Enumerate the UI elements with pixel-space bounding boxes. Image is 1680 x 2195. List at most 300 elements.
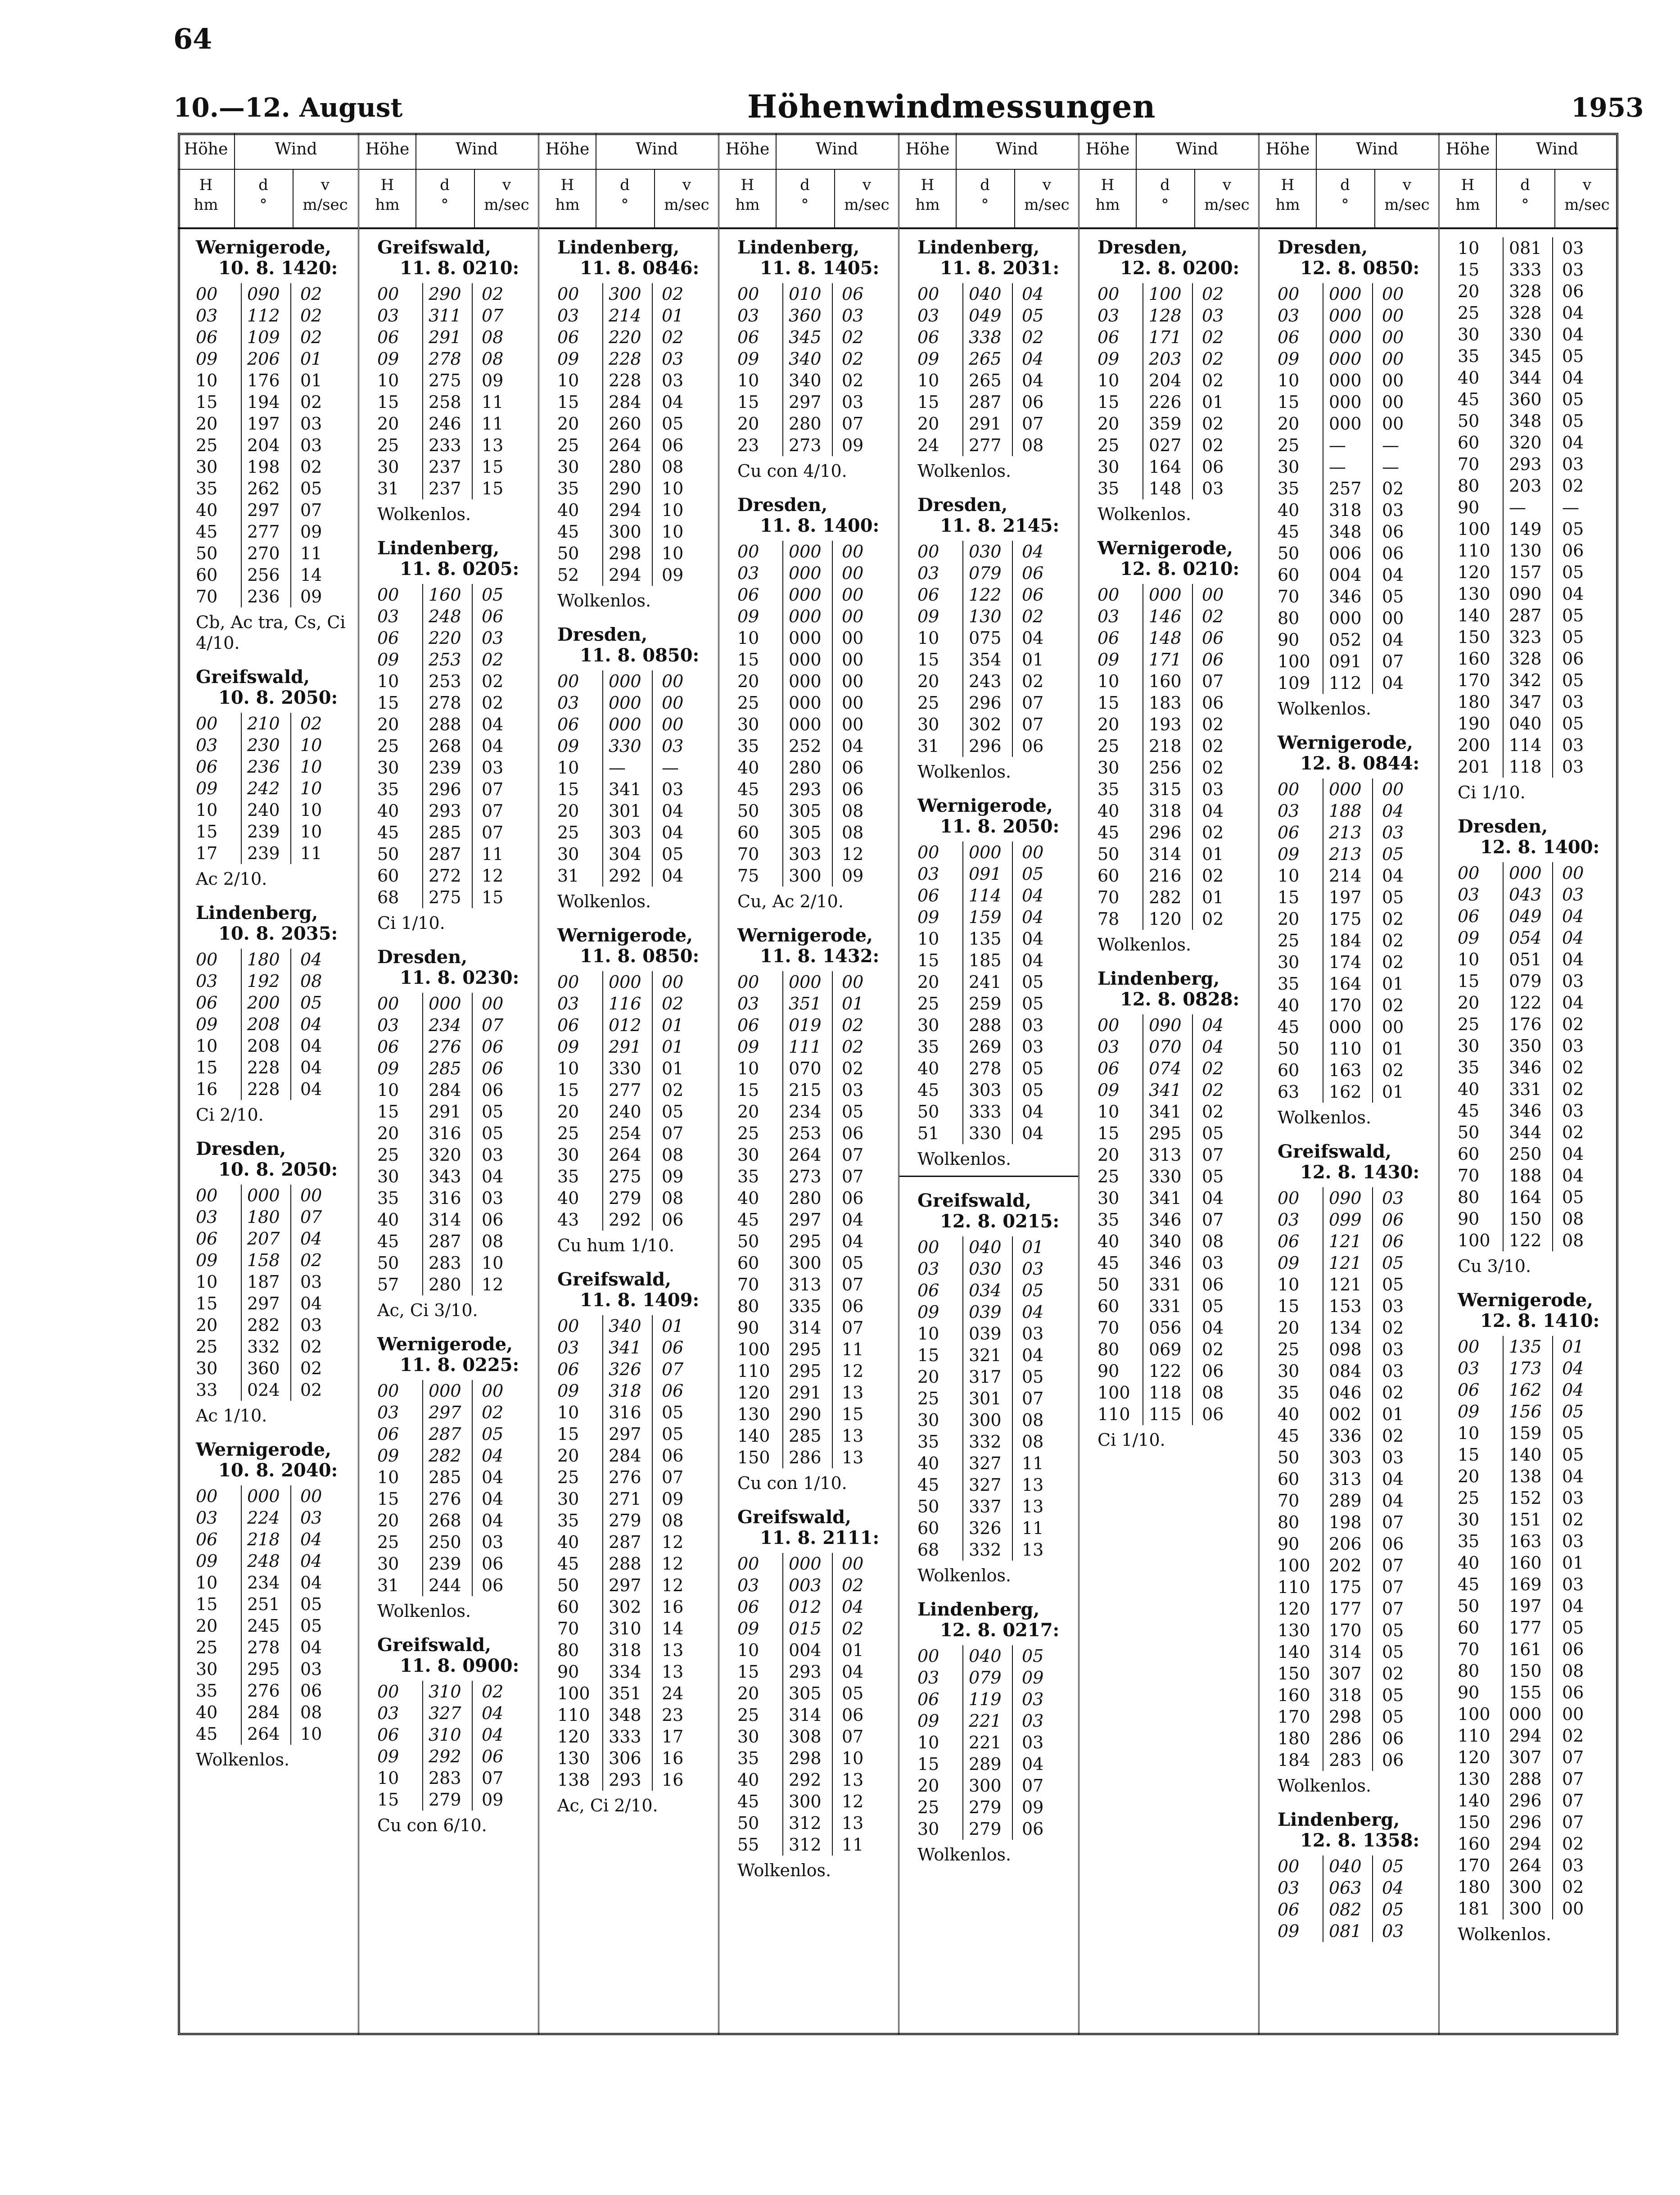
sounding-time: 12. 8. 0215: (940, 1211, 1060, 1232)
direction-value: 006 (1323, 543, 1372, 564)
speed-value: 04 (472, 1702, 517, 1724)
header-divider (834, 169, 835, 227)
sounding-section (359, 1334, 538, 1621)
data-row (539, 1726, 718, 1747)
direction-value: 150 (1503, 1208, 1552, 1230)
speed-value: 04 (832, 1596, 877, 1618)
cloud-note: Wolkenlos. (557, 591, 651, 611)
data-row (539, 1402, 718, 1423)
direction-value: 290 (782, 1403, 832, 1425)
data-row (539, 1553, 718, 1575)
data-row (539, 1575, 718, 1596)
direction-value: 270 (241, 543, 290, 564)
speed-value: 05 (1372, 1684, 1417, 1706)
speed-value: 04 (1012, 1101, 1057, 1122)
direction-value: 046 (1323, 1382, 1372, 1403)
height-value: 00 (737, 284, 759, 304)
direction-value: 346 (1503, 1057, 1552, 1078)
speed-value: 00 (1372, 778, 1417, 800)
hm-label: hm (1455, 196, 1480, 214)
height-value: 45 (377, 1231, 399, 1251)
direction-value: 000 (782, 714, 832, 735)
direction-value: 122 (1503, 1230, 1552, 1251)
height-value: 06 (377, 1037, 399, 1057)
speed-value: 04 (1552, 324, 1597, 345)
data-row (1260, 1425, 1438, 1447)
table-column-2 (358, 133, 538, 2035)
speed-value: 02 (1552, 1078, 1597, 1100)
data-row (1260, 1899, 1438, 1920)
height-value: 25 (196, 435, 218, 455)
direction-value: 303 (962, 1079, 1012, 1101)
height-value: 45 (1458, 1101, 1480, 1121)
cloud-note: Wolkenlos. (377, 504, 471, 524)
speed-value: 06 (1372, 521, 1417, 543)
height-value: 60 (1458, 433, 1480, 453)
direction-value: 159 (962, 906, 1012, 928)
speed-value: 02 (1192, 606, 1237, 627)
speed-value: 05 (290, 1593, 335, 1615)
direction-value: 343 (422, 1166, 472, 1187)
speed-value: 07 (290, 499, 335, 521)
direction-value: 000 (241, 1185, 290, 1206)
sounding-time: 12. 8. 1358: (1300, 1830, 1420, 1851)
data-row (899, 370, 1078, 391)
h-label: H (1461, 176, 1475, 194)
direction-value: 109 (241, 326, 290, 348)
data-row (178, 543, 358, 564)
data-row (178, 1228, 358, 1249)
sounding-time: 11. 8. 0850: (580, 645, 700, 666)
direction-value: 360 (782, 305, 832, 326)
degree-label: ° (1521, 196, 1529, 214)
height-value: 00 (1278, 779, 1300, 799)
height-value: 100 (1458, 1231, 1490, 1250)
cloud-note: Wolkenlos. (917, 762, 1012, 782)
speed-value: 07 (1372, 1512, 1417, 1533)
height-value: 06 (1278, 327, 1300, 347)
direction-value: 228 (241, 1078, 290, 1100)
height-value: 45 (557, 522, 579, 542)
speed-value: 07 (1372, 1555, 1417, 1576)
data-row (1440, 497, 1618, 518)
direction-value: 292 (602, 1209, 652, 1231)
direction-value: 162 (1323, 1081, 1372, 1103)
speed-value: 07 (472, 305, 517, 326)
data-row (539, 564, 718, 586)
data-row (1440, 1898, 1618, 1919)
data-row (539, 1531, 718, 1553)
height-value: 09 (557, 1037, 579, 1057)
height-value: 20 (1278, 909, 1300, 929)
height-value: 15 (377, 1102, 399, 1122)
height-value: 30 (557, 844, 579, 864)
data-row (1260, 1339, 1438, 1360)
direction-unit-label (1496, 175, 1554, 215)
column-header (1079, 133, 1258, 229)
speed-value: 05 (1552, 626, 1597, 648)
speed-value: 00 (1372, 370, 1417, 391)
height-value: 03 (377, 1403, 399, 1422)
h-label: H (1281, 176, 1295, 194)
speed-value: 07 (290, 1206, 335, 1228)
speed-value: 06 (1192, 692, 1237, 714)
data-row (178, 1615, 358, 1637)
speed-value: 05 (472, 1101, 517, 1122)
direction-value: 295 (782, 1231, 832, 1252)
direction-value: 360 (241, 1358, 290, 1379)
data-row (899, 1753, 1078, 1775)
speed-value: 03 (1552, 1035, 1597, 1057)
speed-value: 00 (1552, 862, 1597, 884)
data-row (1260, 1512, 1438, 1533)
height-value: 17 (196, 843, 218, 863)
height-value: 120 (1458, 562, 1490, 582)
height-value: 70 (737, 1275, 759, 1294)
height-value: 15 (196, 392, 218, 412)
speed-value: 00 (1372, 413, 1417, 434)
speed-value: 11 (472, 413, 517, 434)
direction-value: 292 (422, 1746, 472, 1767)
data-row (1079, 887, 1258, 908)
direction-unit-label (1136, 175, 1194, 215)
height-value: 50 (1278, 1448, 1300, 1467)
height-value: 10 (377, 671, 399, 691)
column-header-row (1079, 133, 1258, 170)
direction-value: — (1323, 434, 1372, 456)
direction-value: 291 (962, 413, 1012, 434)
direction-value: 202 (1323, 1555, 1372, 1576)
data-row (1440, 1422, 1618, 1444)
h-label: H (380, 176, 394, 194)
speed-value: 05 (1372, 843, 1417, 865)
speed-value: 10 (652, 521, 697, 543)
direction-value: 000 (422, 993, 472, 1014)
data-row (719, 584, 898, 606)
sounding-section (719, 1507, 898, 1881)
direction-value: 264 (602, 434, 652, 456)
speed-value: 07 (472, 778, 517, 800)
sounding-section (719, 495, 898, 912)
speed-value: 06 (1192, 1403, 1237, 1425)
v-label: v (1042, 176, 1052, 194)
direction-value: 360 (1503, 389, 1552, 410)
data-row (539, 413, 718, 434)
height-value: 15 (1097, 1123, 1120, 1143)
height-value: 45 (557, 1554, 579, 1574)
direction-value: 300 (602, 521, 652, 543)
height-value: 03 (196, 1508, 218, 1528)
speed-value: 15 (832, 1403, 877, 1425)
sounding-time: 11. 8. 1432: (760, 946, 880, 967)
column-body (539, 229, 718, 2035)
speed-value: 04 (1192, 1036, 1237, 1058)
data-row (178, 499, 358, 521)
speed-value: 00 (832, 692, 877, 714)
height-value: 03 (917, 563, 939, 583)
data-row (1079, 1079, 1258, 1101)
height-value: 30 (917, 1819, 939, 1839)
speed-value: 00 (1372, 305, 1417, 326)
speed-value: 06 (1192, 649, 1237, 670)
direction-value: 342 (1503, 670, 1552, 691)
height-value: 09 (377, 1059, 399, 1078)
speed-value: 15 (472, 478, 517, 499)
data-row (539, 670, 718, 692)
speed-unit-label (1014, 175, 1079, 215)
data-row (719, 735, 898, 757)
direction-value: 276 (602, 1466, 652, 1488)
height-value: 180 (1278, 1729, 1310, 1748)
direction-value: 327 (962, 1453, 1012, 1474)
speed-value: 05 (652, 1402, 697, 1423)
speed-value: 03 (1552, 756, 1597, 778)
data-row (719, 1683, 898, 1704)
data-row (359, 1166, 538, 1187)
page-title: Höhenwindmessungen (747, 88, 1156, 125)
height-value: 15 (1458, 971, 1480, 991)
height-value: 10 (737, 371, 759, 390)
direction-value: 283 (422, 1252, 472, 1274)
height-value: 00 (557, 671, 579, 691)
speed-value: 02 (1012, 326, 1057, 348)
data-row (719, 1295, 898, 1317)
direction-value: 293 (422, 800, 472, 822)
wind-label: Wind (815, 140, 858, 158)
direction-value: 293 (1503, 453, 1552, 475)
cloud-note: Cu hum 1/10. (557, 1236, 675, 1255)
height-value: 100 (1278, 652, 1310, 671)
speed-value: 06 (652, 1209, 697, 1231)
height-value: 10 (1458, 238, 1480, 258)
direction-value: 239 (241, 842, 290, 864)
data-row (359, 843, 538, 865)
speed-value: 13 (832, 1812, 877, 1834)
speed-value: 02 (1372, 1663, 1417, 1684)
speed-value: 04 (1372, 1490, 1417, 1512)
height-value: 68 (917, 1540, 939, 1560)
direction-value: 305 (782, 800, 832, 822)
data-row (359, 1014, 538, 1036)
height-value: 09 (557, 1381, 579, 1401)
data-row (178, 413, 358, 434)
speed-value: 09 (1012, 1667, 1057, 1688)
data-row (1260, 1490, 1438, 1512)
height-value: 35 (1278, 1383, 1300, 1403)
cloud-note: Ac 2/10. (196, 869, 267, 889)
speed-value: 00 (1372, 607, 1417, 629)
d-label: d (1340, 176, 1350, 194)
direction-value: 135 (962, 928, 1012, 950)
data-row (1079, 778, 1258, 800)
direction-value: 163 (1323, 1059, 1372, 1081)
data-row (178, 348, 358, 370)
height-value: 09 (557, 736, 579, 756)
direction-value: 262 (241, 478, 290, 499)
height-value: 35 (917, 1432, 939, 1452)
speed-value: 04 (1552, 992, 1597, 1014)
speed-value: 06 (652, 1380, 697, 1402)
direction-value: 175 (1323, 908, 1372, 930)
speed-value: 00 (290, 1185, 335, 1206)
data-row (1440, 367, 1618, 389)
speed-value: 04 (472, 1510, 517, 1531)
speed-value: 06 (1552, 648, 1597, 670)
height-value: 15 (1097, 693, 1120, 713)
data-row (719, 283, 898, 305)
speed-value: 10 (472, 1252, 517, 1274)
direction-value: 300 (962, 1775, 1012, 1797)
height-value: 15 (917, 1754, 939, 1774)
height-value: 50 (1458, 411, 1480, 431)
data-row (719, 1187, 898, 1209)
speed-value: 06 (1372, 1231, 1417, 1252)
height-value: 15 (557, 1424, 579, 1444)
direction-value: 130 (1503, 540, 1552, 561)
speed-value: 05 (1552, 1186, 1597, 1208)
direction-value: 312 (782, 1834, 832, 1856)
speed-value: 03 (472, 1531, 517, 1553)
speed-value: 05 (1372, 1252, 1417, 1274)
hoehe-label: Höhe (1085, 140, 1130, 158)
speed-value: 03 (472, 757, 517, 778)
data-row (539, 1683, 718, 1704)
speed-value: 05 (1192, 1166, 1237, 1187)
data-row (899, 1366, 1078, 1388)
data-row (899, 885, 1078, 906)
data-row (1260, 1856, 1438, 1877)
direction-value: 000 (782, 584, 832, 606)
speed-value: 02 (1192, 735, 1237, 757)
speed-value: 04 (1552, 927, 1597, 949)
speed-value: 16 (652, 1747, 697, 1769)
speed-value: 02 (1012, 670, 1057, 692)
height-value: 09 (737, 1619, 759, 1638)
direction-value: 331 (1143, 1295, 1192, 1317)
data-row (178, 1014, 358, 1035)
height-value: 45 (917, 1080, 939, 1100)
hoehe-label: Höhe (1445, 140, 1490, 158)
height-value: 50 (557, 1575, 579, 1595)
speed-value: 06 (472, 606, 517, 627)
height-value: 09 (377, 1747, 399, 1766)
height-value: 45 (1097, 1253, 1120, 1273)
height-value: 30 (196, 1358, 218, 1378)
direction-value: 313 (1143, 1144, 1192, 1166)
data-row (719, 1209, 898, 1231)
height-value: 120 (1458, 1747, 1490, 1767)
height-value: 60 (1278, 1469, 1300, 1489)
data-row (719, 692, 898, 714)
speed-value: 13 (832, 1425, 877, 1447)
data-row (899, 971, 1078, 993)
msec-label: m/sec (484, 196, 529, 214)
speed-value: 02 (472, 1681, 517, 1702)
speed-value: 06 (472, 1036, 517, 1058)
table-column-1 (178, 133, 358, 2035)
data-row (719, 606, 898, 627)
height-value: 00 (1458, 863, 1480, 883)
speed-value: 07 (472, 1767, 517, 1789)
direction-value: 330 (1143, 1166, 1192, 1187)
direction-value: 279 (422, 1789, 472, 1810)
height-value: 70 (557, 1619, 579, 1638)
speed-value: 03 (1012, 1710, 1057, 1732)
data-row (1440, 691, 1618, 713)
height-value: 06 (917, 1281, 939, 1300)
height-value: 110 (1458, 541, 1490, 561)
speed-value: 03 (1372, 1360, 1417, 1382)
data-row (1260, 1447, 1438, 1468)
data-row (178, 1336, 358, 1358)
speed-value: 06 (832, 1187, 877, 1209)
speed-unit-label (1554, 175, 1620, 215)
speed-value: 05 (1552, 410, 1597, 432)
direction-value: 234 (782, 1101, 832, 1122)
data-row (539, 1122, 718, 1144)
height-value: 80 (1278, 608, 1300, 628)
direction-value: 291 (782, 1382, 832, 1403)
speed-value: 03 (1372, 1295, 1417, 1317)
direction-value: 338 (962, 326, 1012, 348)
direction-value: 098 (1323, 1339, 1372, 1360)
height-value: 40 (1458, 1079, 1480, 1099)
cloud-note: Cu 3/10. (1458, 1256, 1531, 1276)
speed-value: 02 (290, 1358, 335, 1379)
height-value: 20 (917, 414, 939, 434)
height-value: 35 (737, 1748, 759, 1768)
direction-value: 296 (962, 735, 1012, 757)
height-value: 50 (377, 1253, 399, 1273)
direction-value: 264 (241, 1723, 290, 1745)
speed-value: 07 (652, 1466, 697, 1488)
speed-value: 06 (832, 1704, 877, 1726)
cloud-note: Wolkenlos. (377, 1601, 471, 1621)
direction-value: 333 (962, 1101, 1012, 1122)
data-row (719, 1101, 898, 1122)
sounding-time: 11. 8. 0205: (400, 558, 519, 579)
height-value: 10 (196, 800, 218, 820)
direction-value: 100 (1143, 283, 1192, 305)
height-value: 50 (1097, 844, 1120, 864)
speed-value: 03 (290, 1658, 335, 1680)
height-value: 20 (917, 671, 939, 691)
column-header-row (359, 133, 538, 170)
height-value: 80 (1458, 1661, 1480, 1681)
direction-value: — (602, 757, 652, 778)
speed-value: 03 (290, 1271, 335, 1293)
degree-label: ° (801, 196, 809, 214)
direction-value: 043 (1503, 884, 1552, 905)
speed-value: 16 (652, 1769, 697, 1791)
speed-value: 13 (1012, 1539, 1057, 1561)
sounding-section (899, 796, 1078, 1177)
speed-value: 04 (290, 1637, 335, 1658)
direction-value: 240 (241, 799, 290, 821)
cloud-note: Ci 2/10. (196, 1105, 264, 1125)
height-value: 45 (1278, 522, 1300, 542)
direction-value: 198 (1323, 1512, 1372, 1533)
direction-value: 153 (1323, 1295, 1372, 1317)
direction-value: 012 (602, 1014, 652, 1036)
station-name: Greifswald, (917, 1190, 1032, 1211)
height-value: 09 (917, 1711, 939, 1731)
direction-value: 040 (962, 1645, 1012, 1667)
direction-value: 120 (1143, 908, 1192, 930)
data-row (719, 1274, 898, 1295)
speed-value: 04 (1012, 1753, 1057, 1775)
speed-value: 04 (472, 735, 517, 757)
